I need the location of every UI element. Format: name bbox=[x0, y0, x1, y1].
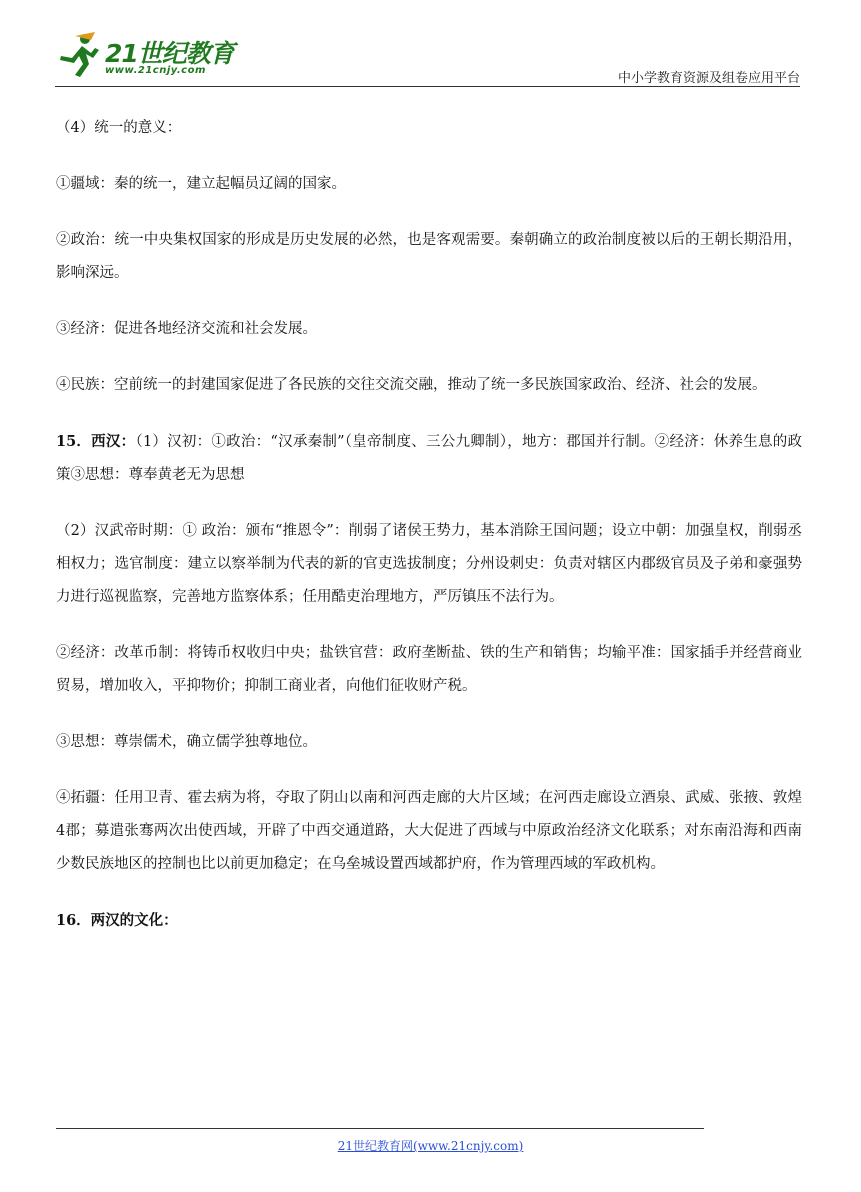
platform-name: 中小学教育资源及组卷应用平台 bbox=[617, 71, 800, 86]
paragraph: ②经济：改革币制：将铸币权收归中央；盐铁官营：政府垄断盐、铁的生产和销售；均输平准：国家插手并经营商业贸易，增加收入，平抑物价；抑制工商业者，向他们征收财产税。 bbox=[56, 645, 802, 694]
logo bbox=[55, 30, 235, 80]
page-footer bbox=[0, 1137, 861, 1154]
paragraph: ③思想：尊崇儒术，确立儒学独尊地位。 bbox=[56, 734, 317, 750]
paragraph: ③经济：促进各地经济交流和社会发展。 bbox=[56, 321, 317, 337]
page-header bbox=[55, 30, 800, 88]
section-15-text: （1）汉初：①政治：“汉承秦制”（皇帝制度、三公九卿制），地方：郡国并行制。②经济：休养生息的政策③思想：尊奉黄老无为思想 bbox=[56, 434, 802, 483]
paragraph: （4）统一的意义： bbox=[56, 120, 182, 136]
paragraph: ④拓疆：任用卫青、霍去病为将，夺取了阴山以南和河西走廊的大片区域；在河西走廊设立酒泉、武威、张掖、敦煌4郡；募遣张骞两次出使西域，开辟了中西交通道路，大大促进了西域与中原政治经济文化联系；对东南沿海和西南少数民族地区的控制也比以前更加稳定；在乌垒城设置西域都护府，作为管理西域的军政机构。 bbox=[56, 790, 802, 872]
runner-icon bbox=[55, 32, 103, 78]
document-body bbox=[56, 112, 802, 937]
paragraph: （2）汉武帝时期：① 政治：颁布“推恩令”：削弱了诸侯王势力，基本消除王国问题；设立中朝：加强皇权，削弱丞相权力；选官制度：建立以察举制为代表的新的官吏选拔制度；分州设刺史：负责对辖区内郡级官员及子弟和豪强势力进行巡视监察，完善地方监察体系；任用酷吏治理地方，严厉镇压不法行为。 bbox=[56, 523, 802, 605]
footer-link[interactable]: 21世纪教育网(www.21cnjy.com) bbox=[337, 1139, 524, 1153]
logo-title: 21世纪教育 bbox=[105, 39, 234, 68]
section-16-heading: 16．两汉的文化： bbox=[56, 912, 178, 929]
paragraph: ④民族：空前统一的封建国家促进了各民族的交往交流交融，推动了统一多民族国家政治、经济、社会的发展。 bbox=[56, 377, 767, 393]
footer-divider bbox=[56, 1128, 704, 1129]
paragraph: ①疆域：秦的统一，建立起幅员辽阔的国家。 bbox=[56, 176, 346, 192]
section-15 bbox=[56, 425, 802, 492]
header-divider bbox=[55, 86, 800, 87]
paragraph: ②政治：统一中央集权国家的形成是历史发展的必然，也是客观需要。秦朝确立的政治制度被以后的王朝长期沿用，影响深远。 bbox=[56, 232, 802, 281]
logo-url: www.21cnjy.com bbox=[105, 65, 206, 76]
section-15-label: 15．西汉： bbox=[56, 433, 136, 450]
